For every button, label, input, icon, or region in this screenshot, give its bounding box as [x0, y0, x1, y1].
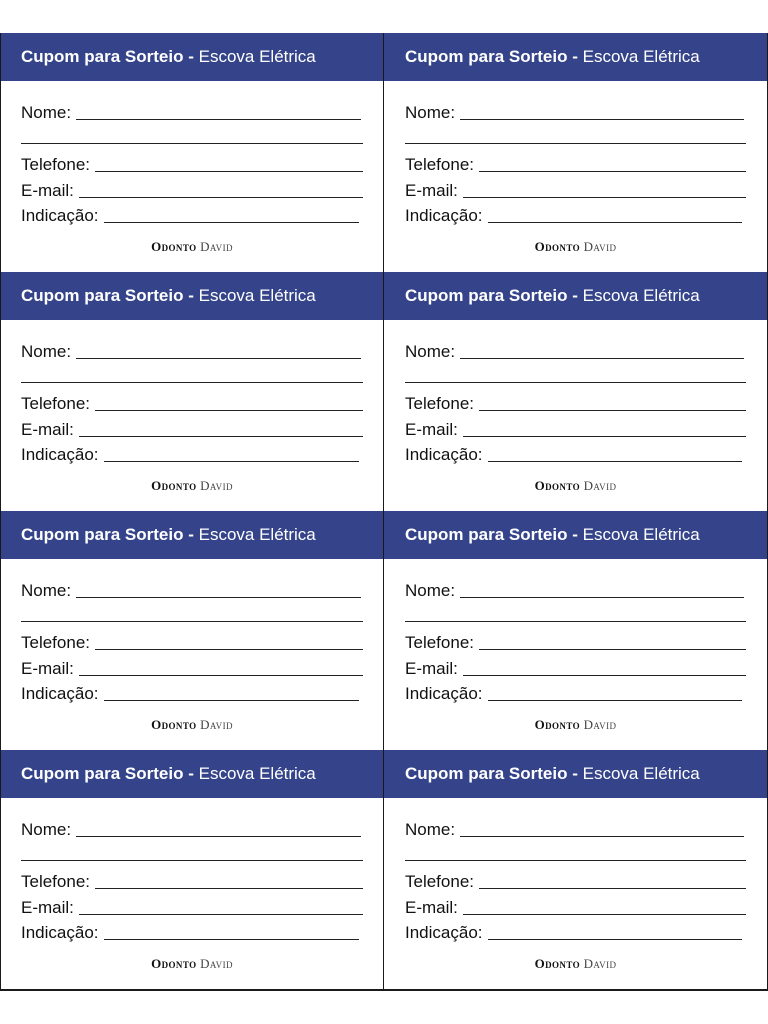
email-line[interactable]	[463, 197, 746, 198]
indicacao-line[interactable]	[488, 222, 743, 223]
email-field[interactable]	[21, 179, 363, 201]
coupon-card-r4-c1	[0, 750, 384, 989]
brand-logo	[21, 956, 363, 972]
telefone-label: Telefone:	[405, 872, 474, 891]
telefone-field[interactable]	[21, 153, 363, 175]
brand-first: Odonto	[534, 478, 580, 493]
brand-second: David	[583, 717, 617, 732]
coupon-card-r3-c2	[384, 511, 768, 750]
coupon-title-rest: Escova Elétrica	[198, 525, 316, 544]
nome-line[interactable]	[460, 119, 744, 120]
coupon-card-r1-c2	[384, 33, 768, 272]
brand-first: Odonto	[151, 956, 197, 971]
coupon-title-rest: Escova Elétrica	[198, 286, 316, 305]
indicacao-field[interactable]	[21, 204, 359, 226]
nome-field[interactable]	[405, 818, 744, 840]
nome-continuation-field[interactable]	[21, 603, 363, 625]
indicacao-label: Indicação:	[21, 684, 99, 703]
coupon-body	[405, 798, 746, 989]
coupon-body	[21, 798, 363, 989]
telefone-line[interactable]	[479, 888, 746, 889]
nome-continuation-field[interactable]	[21, 364, 363, 386]
indicacao-line[interactable]	[488, 939, 743, 940]
email-line[interactable]	[463, 914, 746, 915]
nome-label: Nome:	[405, 820, 456, 839]
brand-first: Odonto	[151, 478, 197, 493]
coupon-title-rest: Escova Elétrica	[198, 47, 316, 66]
coupon-card-r2-c1	[0, 272, 384, 511]
coupon-body	[21, 81, 363, 272]
coupon-title-bold: Cupom para Sorteio	[21, 525, 184, 544]
indicacao-label: Indicação:	[405, 206, 483, 225]
telefone-label: Telefone:	[405, 155, 474, 174]
indicacao-line[interactable]	[104, 461, 360, 462]
email-line[interactable]	[79, 436, 363, 437]
email-field[interactable]	[405, 179, 746, 201]
coupon-body	[405, 320, 746, 511]
nome-line[interactable]	[76, 358, 361, 359]
nome-continuation-line[interactable]	[405, 143, 746, 144]
email-field[interactable]	[405, 418, 746, 440]
brand-logo	[405, 956, 746, 972]
brand-logo	[21, 239, 363, 255]
email-label: E-mail:	[21, 898, 74, 917]
coupon-title-bold: Cupom para Sorteio	[405, 525, 568, 544]
coupon-header	[1, 33, 383, 81]
nome-continuation-line[interactable]	[405, 382, 746, 383]
coupon-card-r1-c1	[0, 33, 384, 272]
coupon-title-separator: -	[188, 286, 194, 305]
nome-continuation-field[interactable]	[21, 125, 363, 147]
indicacao-line[interactable]	[104, 222, 360, 223]
brand-second: David	[200, 478, 233, 493]
email-field[interactable]	[21, 896, 363, 918]
brand-second: David	[583, 478, 617, 493]
brand-logo	[21, 478, 363, 494]
indicacao-label: Indicação:	[405, 923, 483, 942]
indicacao-field[interactable]	[21, 682, 359, 704]
indicacao-field[interactable]	[21, 443, 359, 465]
coupon-title-rest: Escova Elétrica	[582, 525, 700, 544]
coupon-header	[1, 511, 383, 559]
email-field[interactable]	[405, 657, 746, 679]
nome-line[interactable]	[460, 597, 744, 598]
nome-field[interactable]	[21, 579, 361, 601]
nome-line[interactable]	[76, 119, 361, 120]
nome-field[interactable]	[405, 340, 744, 362]
coupon-header	[1, 272, 383, 320]
nome-line[interactable]	[76, 836, 361, 837]
coupon-title-bold: Cupom para Sorteio	[21, 764, 184, 783]
email-line[interactable]	[463, 436, 746, 437]
coupon-title-bold: Cupom para Sorteio	[405, 286, 568, 305]
telefone-line[interactable]	[95, 171, 363, 172]
brand-logo	[405, 717, 746, 733]
telefone-field[interactable]	[21, 392, 363, 414]
telefone-field[interactable]	[405, 870, 746, 892]
nome-continuation-field[interactable]	[405, 842, 746, 864]
indicacao-label: Indicação:	[21, 445, 99, 464]
email-label: E-mail:	[21, 659, 74, 678]
indicacao-field[interactable]	[405, 204, 742, 226]
coupon-title-bold: Cupom para Sorteio	[405, 47, 568, 66]
telefone-label: Telefone:	[21, 872, 90, 891]
indicacao-field[interactable]	[405, 682, 742, 704]
email-label: E-mail:	[405, 420, 458, 439]
brand-first: Odonto	[151, 717, 197, 732]
nome-field[interactable]	[21, 101, 361, 123]
coupon-sheet	[0, 33, 768, 991]
email-label: E-mail:	[405, 898, 458, 917]
coupon-card-r4-c2	[384, 750, 768, 989]
brand-logo	[405, 239, 746, 255]
brand-logo	[405, 478, 746, 494]
coupon-header	[384, 33, 767, 81]
coupon-title-separator: -	[188, 47, 194, 66]
nome-continuation-line[interactable]	[21, 143, 363, 144]
coupon-title-bold: Cupom para Sorteio	[21, 47, 184, 66]
telefone-line[interactable]	[479, 410, 746, 411]
coupon-card-r3-c1	[0, 511, 384, 750]
indicacao-field[interactable]	[405, 443, 742, 465]
coupon-title-separator: -	[572, 764, 578, 783]
nome-label: Nome:	[21, 581, 72, 600]
nome-label: Nome:	[21, 103, 72, 122]
coupon-title-separator: -	[572, 47, 578, 66]
indicacao-field[interactable]	[405, 921, 742, 943]
nome-continuation-field[interactable]	[405, 603, 746, 625]
brand-second: David	[200, 239, 233, 254]
brand-second: David	[200, 717, 233, 732]
indicacao-label: Indicação:	[21, 923, 99, 942]
indicacao-label: Indicação:	[405, 684, 483, 703]
telefone-line[interactable]	[95, 649, 363, 650]
email-field[interactable]	[21, 657, 363, 679]
nome-field[interactable]	[21, 818, 361, 840]
coupon-title-separator: -	[572, 525, 578, 544]
telefone-line[interactable]	[95, 888, 363, 889]
email-line[interactable]	[79, 914, 363, 915]
nome-continuation-line[interactable]	[405, 860, 746, 861]
nome-line[interactable]	[460, 836, 744, 837]
email-line[interactable]	[463, 675, 746, 676]
email-line[interactable]	[79, 197, 363, 198]
nome-field[interactable]	[405, 101, 744, 123]
email-field[interactable]	[405, 896, 746, 918]
indicacao-line[interactable]	[104, 700, 360, 701]
nome-line[interactable]	[76, 597, 361, 598]
coupon-title-rest: Escova Elétrica	[198, 764, 316, 783]
coupon-card-r2-c2	[384, 272, 768, 511]
coupon-body	[21, 559, 363, 750]
telefone-line[interactable]	[95, 410, 363, 411]
email-label: E-mail:	[405, 659, 458, 678]
nome-continuation-line[interactable]	[21, 382, 363, 383]
nome-field[interactable]	[405, 579, 744, 601]
indicacao-label: Indicação:	[21, 206, 99, 225]
nome-label: Nome:	[21, 820, 72, 839]
email-line[interactable]	[79, 675, 363, 676]
indicacao-field[interactable]	[21, 921, 359, 943]
brand-logo	[21, 717, 363, 733]
brand-first: Odonto	[534, 956, 580, 971]
nome-label: Nome:	[405, 103, 456, 122]
nome-continuation-line[interactable]	[21, 621, 363, 622]
coupon-title-bold: Cupom para Sorteio	[21, 286, 184, 305]
nome-line[interactable]	[460, 358, 744, 359]
telefone-label: Telefone:	[405, 633, 474, 652]
coupon-title-rest: Escova Elétrica	[582, 764, 700, 783]
indicacao-label: Indicação:	[405, 445, 483, 464]
brand-second: David	[583, 956, 617, 971]
nome-field[interactable]	[21, 340, 361, 362]
nome-label: Nome:	[21, 342, 72, 361]
indicacao-line[interactable]	[104, 939, 360, 940]
coupon-title-rest: Escova Elétrica	[582, 47, 700, 66]
telefone-label: Telefone:	[405, 394, 474, 413]
nome-label: Nome:	[405, 342, 456, 361]
telefone-field[interactable]	[405, 631, 746, 653]
nome-continuation-field[interactable]	[405, 364, 746, 386]
telefone-line[interactable]	[479, 649, 746, 650]
indicacao-line[interactable]	[488, 700, 743, 701]
email-label: E-mail:	[405, 181, 458, 200]
coupon-header	[1, 750, 383, 798]
coupon-body	[405, 559, 746, 750]
telefone-label: Telefone:	[21, 155, 90, 174]
brand-second: David	[200, 956, 233, 971]
nome-continuation-field[interactable]	[21, 842, 363, 864]
email-field[interactable]	[21, 418, 363, 440]
email-label: E-mail:	[21, 181, 74, 200]
coupon-title-bold: Cupom para Sorteio	[405, 764, 568, 783]
brand-first: Odonto	[534, 717, 580, 732]
telefone-field[interactable]	[21, 631, 363, 653]
coupon-header	[384, 511, 767, 559]
telefone-field[interactable]	[405, 392, 746, 414]
coupon-header	[384, 750, 767, 798]
coupon-body	[21, 320, 363, 511]
indicacao-line[interactable]	[488, 461, 743, 462]
nome-label: Nome:	[405, 581, 456, 600]
telefone-line[interactable]	[479, 171, 746, 172]
coupon-title-separator: -	[572, 286, 578, 305]
nome-continuation-line[interactable]	[405, 621, 746, 622]
coupon-title-separator: -	[188, 525, 194, 544]
nome-continuation-field[interactable]	[405, 125, 746, 147]
telefone-field[interactable]	[405, 153, 746, 175]
nome-continuation-line[interactable]	[21, 860, 363, 861]
email-label: E-mail:	[21, 420, 74, 439]
brand-first: Odonto	[534, 239, 580, 254]
telefone-label: Telefone:	[21, 633, 90, 652]
telefone-label: Telefone:	[21, 394, 90, 413]
brand-second: David	[583, 239, 617, 254]
coupon-body	[405, 81, 746, 272]
coupon-title-rest: Escova Elétrica	[582, 286, 700, 305]
brand-first: Odonto	[151, 239, 197, 254]
coupon-header	[384, 272, 767, 320]
telefone-field[interactable]	[21, 870, 363, 892]
coupon-title-separator: -	[188, 764, 194, 783]
